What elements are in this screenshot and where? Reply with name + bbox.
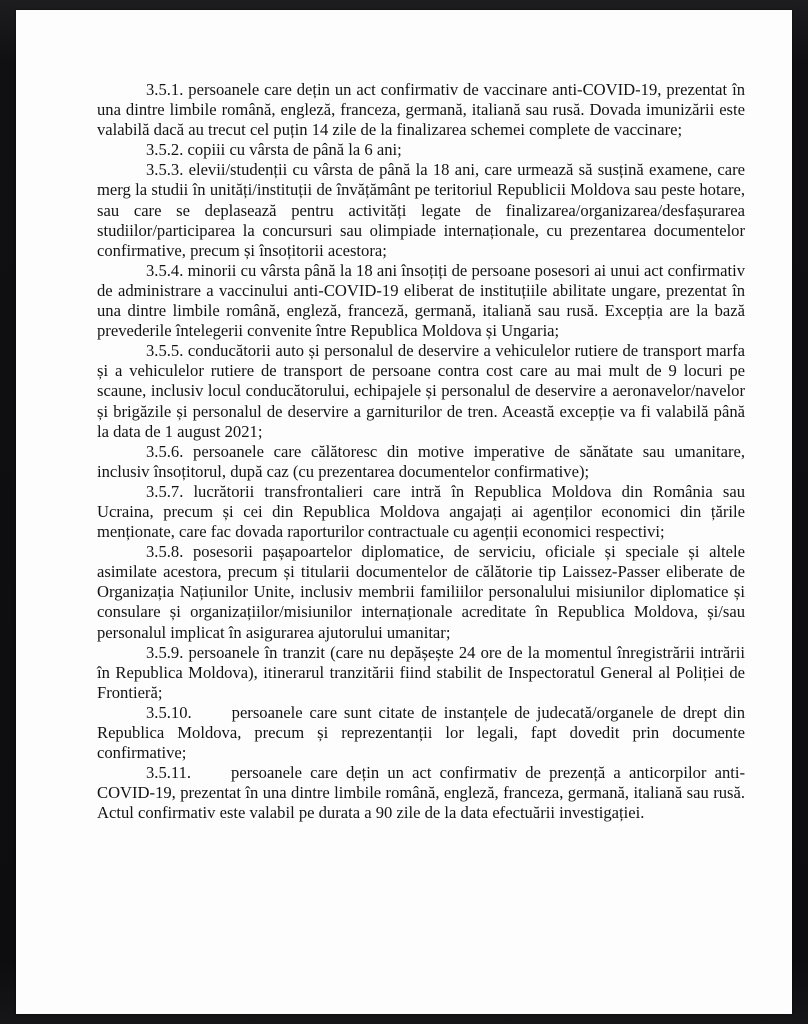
clause-number: 3.5.3.	[146, 160, 184, 180]
clause-number: 3.5.6.	[146, 441, 184, 461]
clause-3-5-5	[97, 341, 745, 441]
clause-3-5-11	[97, 763, 745, 823]
clause-text: copiii cu vârsta de până la 6 ani;	[187, 140, 402, 160]
clause-number: 3.5.11.	[146, 763, 192, 783]
clause-number: 3.5.7.	[146, 481, 184, 501]
clause-3-5-2	[97, 140, 745, 160]
clause-text: persoanele care sunt citate de instanțele de judecată/organele de drept din Republica Moldova, precum și reprezentanții lor legali, fapt dovedit prin documente confirmative;	[97, 702, 745, 763]
clause-text: posesorii pașapoartelor diplomatice, de serviciu, oficiale și speciale și altele asimilate acestora, precum și titularii documentelor de călătorie tip Laissez-Passer eliberate de Organizația Națiunilor Unite, inclusiv membrii familiilor personalului misiunilor diplomatice și consulare și organizațiilor/misiunilor internaționale acreditate în Republica Moldova, și/sau personalul implicat în asigurarea ajutorului umanitar;	[97, 542, 745, 642]
clause-text: persoanele care dețin un act confirmativ de vaccinare anti-COVID-19, prezentat în una dintre limbile română, engleză, franceza, germană, italiană sau rusă. Dovada imunizării este valabilă dacă au trecut cel puțin 14 zile de la finalizarea schemei complete de vaccinare;	[97, 80, 745, 140]
clause-text: elevii/studenții cu vârsta de până la 18 ani, care urmează să susțină examene, care merg la studii în unități/instituții de învățământ pe teritoriul Republicii Moldova sau peste hotare, sau care se deplasează pentru activități legate de finalizarea/organizarea/desfașurarea studiilor/participarea la concursuri sau olimpiade internaționale, cu prezentarea documentelor confirmative, precum și însoțitorii acestora;	[97, 160, 745, 260]
clause-3-5-6	[97, 442, 745, 482]
document-body	[97, 80, 745, 823]
clause-3-5-3	[97, 160, 745, 260]
clause-3-5-7	[97, 482, 745, 542]
clause-3-5-10	[97, 703, 745, 763]
clause-number: 3.5.2.	[146, 140, 184, 160]
document-page	[16, 10, 792, 1014]
clause-number: 3.5.8.	[146, 542, 184, 562]
clause-3-5-9	[97, 643, 745, 703]
clause-number: 3.5.9.	[146, 642, 184, 662]
clause-text: persoanele care dețin un act confirmativ de prezență a anticorpilor anti-COVID-19, prezentat în una dintre limbile română, engleză, franceza, germană, italiană sau rusă. Actul confirmativ este valabil pe durata a 90 zile de la data efectuării investigației.	[97, 763, 745, 823]
clause-text: conducătorii auto și personalul de deservire a vehiculelor rutiere de transport marfa și a vehiculelor rutiere de transport de persoane contra cost care au mai mult de 9 locuri pe scaune, inclusiv locul conducătorului, echipajele și personalul de deservire a aeronavelor/navelor și brigăzile și personalul de deservire a garniturilor de tren. Această excepție va fi valabilă până la data de 1 august 2021;	[97, 341, 745, 441]
clause-3-5-8	[97, 542, 745, 642]
clause-number: 3.5.1.	[146, 80, 184, 99]
clause-3-5-1	[97, 80, 745, 140]
clause-text: persoanele care călătoresc din motive imperative de sănătate sau umanitare, inclusiv însoțitorul, după caz (cu prezentarea documentelor confirmative);	[97, 441, 745, 481]
clause-3-5-4	[97, 261, 745, 341]
clause-number: 3.5.5.	[146, 341, 184, 361]
clause-number: 3.5.10.	[146, 702, 192, 722]
clause-number: 3.5.4.	[146, 260, 184, 280]
clause-text: persoanele în tranzit (care nu depășește 24 ore de la momentul înregistrării intrării în Republica Moldova), itinerarul tranzitării fiind stabilit de Inspectoratul General al Poliției de Frontieră;	[97, 642, 745, 702]
clause-text: lucrătorii transfrontalieri care intră în Republica Moldova din România sau Ucraina, precum și cei din Republica Moldova angajați ai agenților economici din țările menționate, care fac dovada raporturilor contractuale cu agenții economici respectivi;	[97, 481, 745, 542]
clause-text: minorii cu vârsta până la 18 ani însoțiți de persoane posesori ai unui act confirmativ de administrare a vaccinului anti-COVID-19 eliberat de instituțiile abilitate ungare, prezentat în una dintre limbile română, engleză, franceză, germană, italiană sau rusă. Excepția are la bază prevederile întelegerii convenite între Republica Moldova și Ungaria;	[97, 260, 746, 341]
